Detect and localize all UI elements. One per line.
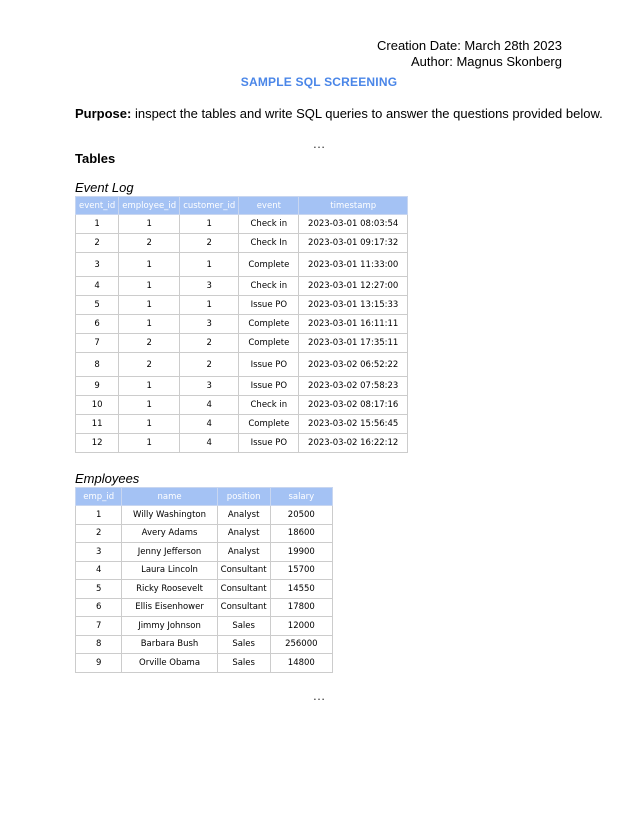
- table-cell: Complete: [239, 253, 299, 277]
- table-cell: 6: [76, 598, 122, 617]
- table-cell: 7: [76, 334, 119, 353]
- event-log-caption: Event Log: [75, 180, 134, 195]
- table-cell: 6: [76, 315, 119, 334]
- table-cell: 1: [119, 377, 180, 396]
- table-cell: 3: [180, 277, 239, 296]
- table-cell: Consultant: [217, 598, 270, 617]
- table-row: [76, 598, 333, 617]
- table-row: [76, 396, 408, 415]
- column-header: timestamp: [299, 197, 408, 215]
- table-cell: 15700: [270, 561, 332, 580]
- table-cell: 1: [76, 215, 119, 234]
- table-row: [76, 277, 408, 296]
- table-cell: 3: [76, 543, 122, 562]
- table-row: [76, 506, 333, 525]
- table-cell: 2023-03-01 12:27:00: [299, 277, 408, 296]
- table-cell: Analyst: [217, 543, 270, 562]
- table-cell: Laura Lincoln: [122, 561, 217, 580]
- table-cell: 5: [76, 296, 119, 315]
- table-cell: 1: [180, 296, 239, 315]
- table-cell: Willy Washington: [122, 506, 217, 525]
- purpose-paragraph: [75, 106, 603, 121]
- table-cell: 2023-03-01 17:35:11: [299, 334, 408, 353]
- table-cell: 1: [119, 434, 180, 453]
- table-cell: 2023-03-01 09:17:32: [299, 234, 408, 253]
- author: Author: Magnus Skonberg: [410, 54, 562, 69]
- table-cell: 8: [76, 635, 122, 654]
- table-cell: Check in: [239, 215, 299, 234]
- table-cell: 7: [76, 617, 122, 636]
- table-row: [76, 215, 408, 234]
- table-cell: 12000: [270, 617, 332, 636]
- table-cell: Sales: [217, 654, 270, 673]
- table-cell: Avery Adams: [122, 524, 217, 543]
- table-cell: 19900: [270, 543, 332, 562]
- end-ellipsis: …: [312, 688, 326, 703]
- table-cell: Check in: [239, 396, 299, 415]
- event-log-body: [76, 215, 408, 453]
- document-title: SAMPLE SQL SCREENING: [240, 75, 398, 89]
- column-header: customer_id: [180, 197, 239, 215]
- table-cell: 4: [180, 434, 239, 453]
- table-cell: Jimmy Johnson: [122, 617, 217, 636]
- table-cell: Complete: [239, 415, 299, 434]
- table-cell: 12: [76, 434, 119, 453]
- table-cell: Check in: [239, 277, 299, 296]
- table-row: [76, 253, 408, 277]
- column-header: name: [122, 488, 217, 506]
- event-log-header-row: [76, 197, 408, 215]
- column-header: position: [217, 488, 270, 506]
- table-cell: 14800: [270, 654, 332, 673]
- column-header: emp_id: [76, 488, 122, 506]
- table-row: [76, 353, 408, 377]
- section-break-ellipsis: …: [312, 136, 326, 151]
- table-cell: 8: [76, 353, 119, 377]
- purpose-label: Purpose:: [75, 106, 132, 121]
- table-row: [76, 377, 408, 396]
- column-header: event: [239, 197, 299, 215]
- table-cell: 2: [76, 234, 119, 253]
- column-header: salary: [270, 488, 332, 506]
- table-cell: 10: [76, 396, 119, 415]
- table-row: [76, 334, 408, 353]
- table-cell: Jenny Jefferson: [122, 543, 217, 562]
- table-cell: 1: [119, 253, 180, 277]
- table-cell: 2: [76, 524, 122, 543]
- table-cell: 2: [119, 234, 180, 253]
- table-cell: 2023-03-01 16:11:11: [299, 315, 408, 334]
- table-cell: 2023-03-02 15:56:45: [299, 415, 408, 434]
- table-cell: Orville Obama: [122, 654, 217, 673]
- employees-caption: Employees: [75, 471, 140, 486]
- table-row: [76, 296, 408, 315]
- table-row: [76, 315, 408, 334]
- table-cell: Complete: [239, 315, 299, 334]
- table-cell: 2023-03-02 08:17:16: [299, 396, 408, 415]
- tables-heading: Tables: [75, 151, 116, 166]
- table-cell: 1: [119, 296, 180, 315]
- table-cell: 2023-03-01 13:15:33: [299, 296, 408, 315]
- table-cell: 1: [119, 215, 180, 234]
- employees-header-row: [76, 488, 333, 506]
- table-cell: 3: [76, 253, 119, 277]
- table-row: [76, 434, 408, 453]
- table-cell: 1: [119, 315, 180, 334]
- table-cell: 1: [119, 415, 180, 434]
- table-cell: 1: [180, 253, 239, 277]
- table-row: [76, 415, 408, 434]
- table-cell: Analyst: [217, 506, 270, 525]
- table-cell: 3: [180, 315, 239, 334]
- table-row: [76, 635, 333, 654]
- table-cell: 2023-03-02 16:22:12: [299, 434, 408, 453]
- table-cell: 4: [76, 561, 122, 580]
- table-cell: Check In: [239, 234, 299, 253]
- employees-body: [76, 506, 333, 673]
- table-cell: 11: [76, 415, 119, 434]
- table-cell: Sales: [217, 617, 270, 636]
- table-cell: 1: [119, 277, 180, 296]
- table-cell: Issue PO: [239, 296, 299, 315]
- table-cell: Analyst: [217, 524, 270, 543]
- table-cell: 14550: [270, 580, 332, 599]
- table-cell: 256000: [270, 635, 332, 654]
- table-cell: Issue PO: [239, 434, 299, 453]
- table-cell: 2: [119, 334, 180, 353]
- table-row: [76, 617, 333, 636]
- table-cell: 2023-03-01 11:33:00: [299, 253, 408, 277]
- table-cell: Issue PO: [239, 377, 299, 396]
- table-cell: Ellis Eisenhower: [122, 598, 217, 617]
- employees-table: [75, 487, 333, 673]
- table-cell: 9: [76, 654, 122, 673]
- table-cell: Barbara Bush: [122, 635, 217, 654]
- table-cell: Issue PO: [239, 353, 299, 377]
- table-cell: 4: [76, 277, 119, 296]
- document-meta: [377, 38, 562, 70]
- table-cell: 5: [76, 580, 122, 599]
- table-cell: Complete: [239, 334, 299, 353]
- table-cell: 18600: [270, 524, 332, 543]
- table-row: [76, 524, 333, 543]
- table-cell: Ricky Roosevelt: [122, 580, 217, 599]
- table-row: [76, 234, 408, 253]
- table-cell: 2023-03-02 06:52:22: [299, 353, 408, 377]
- table-cell: 3: [180, 377, 239, 396]
- column-header: event_id: [76, 197, 119, 215]
- table-cell: 4: [180, 415, 239, 434]
- table-cell: 2: [180, 334, 239, 353]
- table-cell: 17800: [270, 598, 332, 617]
- table-cell: 2: [180, 353, 239, 377]
- table-cell: 2023-03-01 08:03:54: [299, 215, 408, 234]
- table-cell: Consultant: [217, 580, 270, 599]
- column-header: employee_id: [119, 197, 180, 215]
- table-cell: Sales: [217, 635, 270, 654]
- table-cell: 2: [119, 353, 180, 377]
- table-cell: 1: [119, 396, 180, 415]
- table-cell: 4: [180, 396, 239, 415]
- table-cell: 2: [180, 234, 239, 253]
- table-cell: 20500: [270, 506, 332, 525]
- table-cell: 1: [76, 506, 122, 525]
- table-cell: 1: [180, 215, 239, 234]
- table-row: [76, 543, 333, 562]
- purpose-text: inspect the tables and write SQL queries to answer the questions provided below.: [131, 106, 603, 121]
- table-cell: Consultant: [217, 561, 270, 580]
- table-row: [76, 580, 333, 599]
- table-cell: 9: [76, 377, 119, 396]
- event-log-table: [75, 196, 408, 453]
- table-cell: 2023-03-02 07:58:23: [299, 377, 408, 396]
- table-row: [76, 654, 333, 673]
- table-row: [76, 561, 333, 580]
- creation-date: Creation Date: March 28th 2023: [377, 38, 562, 53]
